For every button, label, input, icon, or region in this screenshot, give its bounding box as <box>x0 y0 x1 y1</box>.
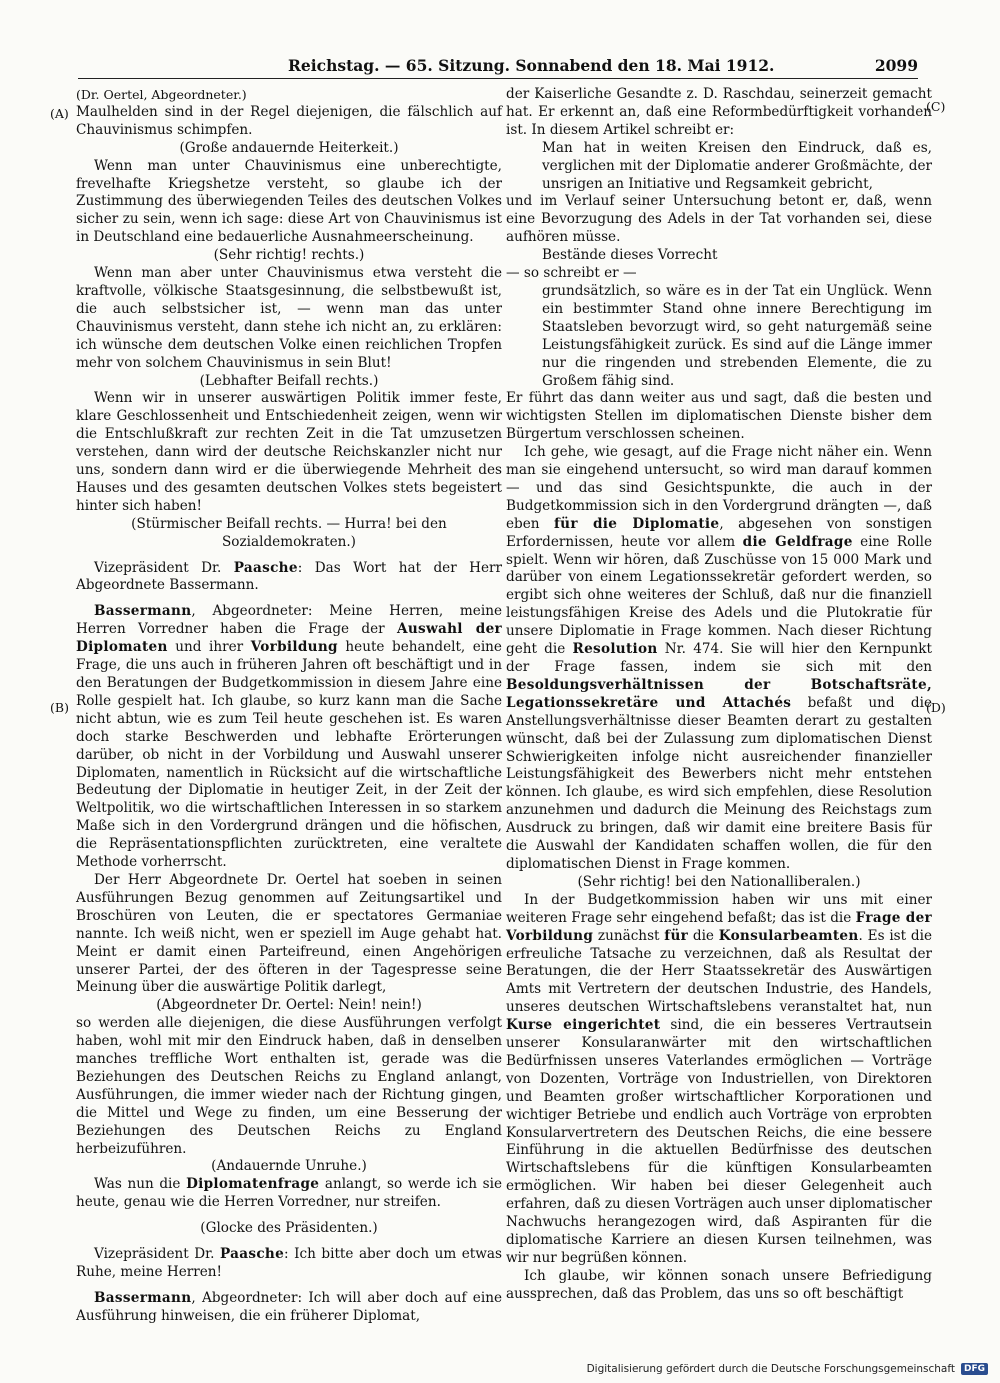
interjection: (Große andauernde Heiterkeit.) <box>179 139 399 156</box>
paragraph: Wenn man unter Chauvinismus eine unberechtigte, frevelhafte Kriegshetze versteht, so glaube ich der Zustimmung des überwiegenden Teiles des deutschen Volkes sicher zu sein, wenn ich sage: diese Art von Chauvinismus ist in Deutschland eine bedauerliche Ausnahmeerscheinung. <box>76 157 502 246</box>
speaker-title: Vizepräsident Dr. <box>94 559 234 576</box>
speaker-paragraph <box>76 1290 502 1326</box>
speech-text: sind, die ein besseres Vertrautsein unserer Konsularanwärter mit den wirtschaftlichen Bedürfnissen unseres Vaterlandes ermöglichen — Vorträge von Dozenten, Vorträge von Industriellen, von Direktoren und Beamten großer wirtschaftlicher Korporationen und wichtiger Betriebe und endlich auch Vorträge von erprobten Konsularvertretern des Deutschen Reichs, die eine bessere Einführung in die aktuellen Bedürfnisse des deutschen Wirtschaftslebens für die künftigen Konsularbeamten ermöglichen. Wir haben bei dieser Gelegenheit auch erfahren, daß zu diesen Vorträgen auch unser diplomatischer Nachwuchs herangezogen wird, daß Aspiranten für die diplomatische Karriere an diesen Kursen teilnehmen, was wir nur begrüßen können. <box>506 1017 932 1266</box>
paragraph: Er führt das dann weiter aus und sagt, daß die besten und wichtigsten Stellen im diplomatischen Dienste bisher dem Bürgertum verschlossen scheinen. <box>506 390 932 443</box>
emphasis: Kurse eingerichtet <box>506 1017 661 1034</box>
left-column <box>76 86 502 1326</box>
page-number: 2099 <box>874 56 918 75</box>
speech-text: . Es ist die erfreuliche Tatsache zu verzeichnen, daß als Resultat der Beratungen, die der Herr Staatssekretär des Auswärtigen Amts mit Vertretern der deutschen Industrie, des Handels, unseres deutschen Wirtschaftslebens veranstaltet hat, nun <box>506 927 932 1016</box>
speech-text: , abgesehen von sonstigen Erfordernissen, heute vor allem <box>506 515 932 550</box>
paragraph: Maulhelden sind in der Regel diejenigen, die fälschlich auf Chauvinismus schimpfen. <box>76 103 502 138</box>
paragraph <box>76 1176 502 1212</box>
speaker-paragraph <box>76 560 502 596</box>
speech-text: anlangt, so werde ich sie heute, genau wie die Herren Vorredner, nur streifen. <box>76 1176 502 1211</box>
interjection: (Andauernde Unruhe.) <box>211 1158 367 1175</box>
speech-text: Nr. 474. Sie will hier den Kernpunkt der Frage fassen, indem sie sich mit den <box>506 641 933 675</box>
speech-text: befaßt und die Anstellungsverhältnisse dieser Beamten derart zu gestalten wünscht, daß bei der Zulassung zum diplomatischen Dienst Schwierigkeiten infolge nicht ausreichender finanzieller Leistungsfähigkeit des Bewerbers nicht mehr entstehen können. Ich glaube, es wird sich empfehlen, diese Resolution anzunehmen und dadurch die Meinung des Reichstags zum Ausdruck zu bringen, daß wir damit eine breitere Basis für die Auswahl der Kandidaten schaffen wollen, die für den diplomatischen Dienst in Frage kommen. <box>506 694 933 872</box>
emphasis: Frage der Vorbildung <box>506 909 932 944</box>
quotation: Bestände dieses Vorrecht <box>542 247 718 264</box>
emphasis: Diplomatenfrage <box>186 1176 320 1193</box>
emphasis: Vorbildung <box>250 639 338 656</box>
emphasis: für die Diplomatie <box>554 515 720 532</box>
page-header <box>78 56 918 79</box>
paragraph <box>506 444 932 874</box>
emphasis: Konsularbeamten <box>718 927 859 944</box>
emphasis: Auswahl der Diplomaten <box>76 621 502 656</box>
speaker-name: Bassermann <box>94 603 192 620</box>
quotation: Man hat in weiten Kreisen den Eindruck, daß es, verglichen mit der Diplomatie anderer Großmächte, der unsrigen an Initiative und Regsamkeit gebricht, <box>542 139 932 192</box>
speech-text: und ihrer <box>167 639 251 656</box>
dfg-logo-icon: DFG <box>961 1363 988 1375</box>
emphasis: Resolution <box>572 641 658 658</box>
right-column <box>506 86 932 1304</box>
paragraph: Wenn man aber unter Chauvinismus etwa versteht die kraftvolle, völkische Staatsgesinnung, die selbstbewußt ist, die auch selbstsicher ist, — wenn man das unter Chauvinismus versteht, dann stehe ich nicht an, zu erklären: ich wünsche dem deutschen Volke einen reichlichen Tropfen mehr von solchem Chauvinismus in sein Blut! <box>76 265 502 371</box>
interjection: (Sehr richtig! rechts.) <box>213 247 365 264</box>
speech-text: Was nun die <box>94 1176 187 1193</box>
quotation: grundsätzlich, so wäre es in der Tat ein Unglück. Wenn ein bestimmter Stand ohne innere Berechtigung im Staatsleben bevorzugt wird, so geht naturgemäß seine Leistungsfähigkeit zurück. Es sind auf die Länge immer nur die ringenden und strebenden Elemente, die zu Großem fähig sind. <box>542 282 932 389</box>
paragraph: so werden alle diejenigen, die diese Ausführungen verfolgt haben, wohl mit mir den Eindruck haben, daß in denselben manches treffliche Wort enthalten ist, gerade was die Beziehungen des Deutschen Reichs zu England anlangt, Ausführungen, die immer wieder nach der Richtung gingen, die Mittel und Wege zu finden, um eine Besserung der Beziehungen des Deutschen Reichs zu England herbeizuführen. <box>76 1015 502 1157</box>
speaker-paragraph <box>76 603 502 872</box>
speaker-paragraph <box>76 1246 502 1282</box>
emphasis: die Geldfrage <box>742 533 853 550</box>
digitization-credit <box>587 1363 988 1375</box>
paragraph: der Kaiserliche Gesandte z. D. Raschdau, seinerzeit gemacht hat. Er erkennt an, daß eine Reformbedürftigkeit vorhanden ist. In diesem Artikel schreibt er: <box>506 86 932 138</box>
speaker-continuation: (Dr. Oertel, Abgeordneter.) <box>76 87 247 102</box>
paragraph: Ich glaube, wir können sonach unsere Befriedigung aussprechen, daß das Problem, das uns so oft beschäftigt <box>506 1267 932 1302</box>
speech-text: : Ich bitte aber doch um etwas Ruhe, meine Herren! <box>76 1246 502 1280</box>
interjection: (Glocke des Präsidenten.) <box>200 1220 378 1237</box>
interjection: (Stürmischer Beifall rechts. — Hurra! bei den Sozialdemokraten.) <box>131 515 447 550</box>
speech-text: eine Rolle spielt. Wenn wir hören, daß Zuschüsse von 15 000 Mark und darüber von einem Legationssekretär gefordert werden, so ergibt sich ohne weiteres der Schluß, daß nur die finanziell leistungsfähigen Kreise des Adels und die Plutokratie für unsere Diplomatie in Frage kommen. Nach dieser Richtung geht die <box>506 533 932 658</box>
margin-marker-a: (A) <box>50 106 69 121</box>
paragraph <box>506 892 932 1268</box>
speech-text: In der Budgetkommission haben wir uns mit einer weiteren Frage sehr eingehend befaßt; das ist die <box>506 891 932 926</box>
speech-text: heute behandelt, eine Frage, die uns auch in früheren Jahren oft beschäftigt und in den Beratungen der Budgetkommission in diesem Jahre eine Rolle gespielt hat. Ich glaube, so kurz kann man die Sache nicht abtun, wie es zum Teil heute geschehen ist. Es waren doch starke Beschwerden und lebhafte Erörterungen darüber, ob nicht in der Vorbildung und Auswahl unserer Diplomaten, namentlich in Rücksicht auf die wirtschaftliche Bedeutung der Diplomatie in heutiger Zeit, in der Zeit der Weltpolitik, wo die wirtschaftlichen Interessen in so starkem Maße sich in den Vordergrund drängen und die höfischen, die Repräsentationspflichten zurücktreten, eine veraltete Methode vorherrscht. <box>76 639 502 871</box>
interjection: (Abgeordneter Dr. Oertel: Nein! nein!) <box>156 997 422 1014</box>
margin-marker-b: (B) <box>50 700 69 715</box>
speech-text: die <box>688 927 719 944</box>
speech-text: zunächst <box>593 927 665 944</box>
interjection: (Lebhafter Beifall rechts.) <box>199 372 379 389</box>
emphasis: Besoldungsverhältnissen der Botschaftsräte, Legationssekretäre und Attachés <box>506 676 932 711</box>
speech-text: , Abgeordneter: Meine Herren, meine Herren Vorredner haben die Frage der <box>76 603 502 638</box>
speaker-name: Bassermann <box>94 1289 192 1306</box>
paragraph: Der Herr Abgeordnete Dr. Oertel hat soeben in seinen Ausführungen Bezug genommen auf Zeitungsartikel und Broschüren von Leuten, die er spectatores Germaniae nannte. Ich weiß nicht, wen er speziell im Auge gehabt hat. Meint er damit einen Parteifreund, einen Angehörigen unserer Partei, der des öfteren in der Tagespresse seine Meinung über die auswärtige Politik darlegt, <box>76 871 502 996</box>
paragraph: Wenn wir in unserer auswärtigen Politik immer feste, klare Geschlossenheit und Entschiedenheit zeigen, wenn wir die Entschlußkraft zur rechten Zeit in die Tat umzusetzen verstehen, dann wird der deutsche Reichskanzler nicht nur uns, sondern dann wird er die überwiegende Mehrheit des Hauses und des gesamten deutschen Volkes stets begeistert hinter sich haben! <box>76 390 502 514</box>
speaker-name: Paasche <box>233 559 298 576</box>
paragraph: und im Verlauf seiner Untersuchung betont er, daß, wenn eine Bevorzugung des Adels in der Tat vorhanden sei, diese aufhören müsse. <box>506 193 932 246</box>
credit-text: Digitalisierung gefördert durch die Deutsche Forschungsgemeinschaft <box>586 1363 955 1375</box>
margin-marker-d: (D) <box>926 700 946 715</box>
emphasis: für <box>664 927 689 944</box>
speaker-name: Paasche <box>220 1246 285 1263</box>
margin-marker-c: (C) <box>926 99 946 114</box>
speech-text: Ich gehe, wie gesagt, auf die Frage nicht näher ein. Wenn man sie eingehend untersucht, so wird man darauf kommen — und das sind Gesichtspunkte, die auch in der Budgetkommission sich in den Vordergrund drängten —, daß eben <box>506 444 932 532</box>
running-title: Reichstag. — 65. Sitzung. Sonnabend den 18. Mai 1912. <box>288 56 775 75</box>
paragraph: — so schreibt er — <box>506 265 637 282</box>
interjection: (Sehr richtig! bei den Nationalliberalen.) <box>577 873 861 890</box>
speaker-title: Vizepräsident Dr. <box>94 1246 220 1263</box>
speech-text: , Abgeordneter: Ich will aber doch auf eine Ausführung hinweisen, die ein früherer Diplomat, <box>76 1289 502 1324</box>
speech-text: : Das Wort hat der Herr Abgeordnete Bassermann. <box>76 559 502 594</box>
